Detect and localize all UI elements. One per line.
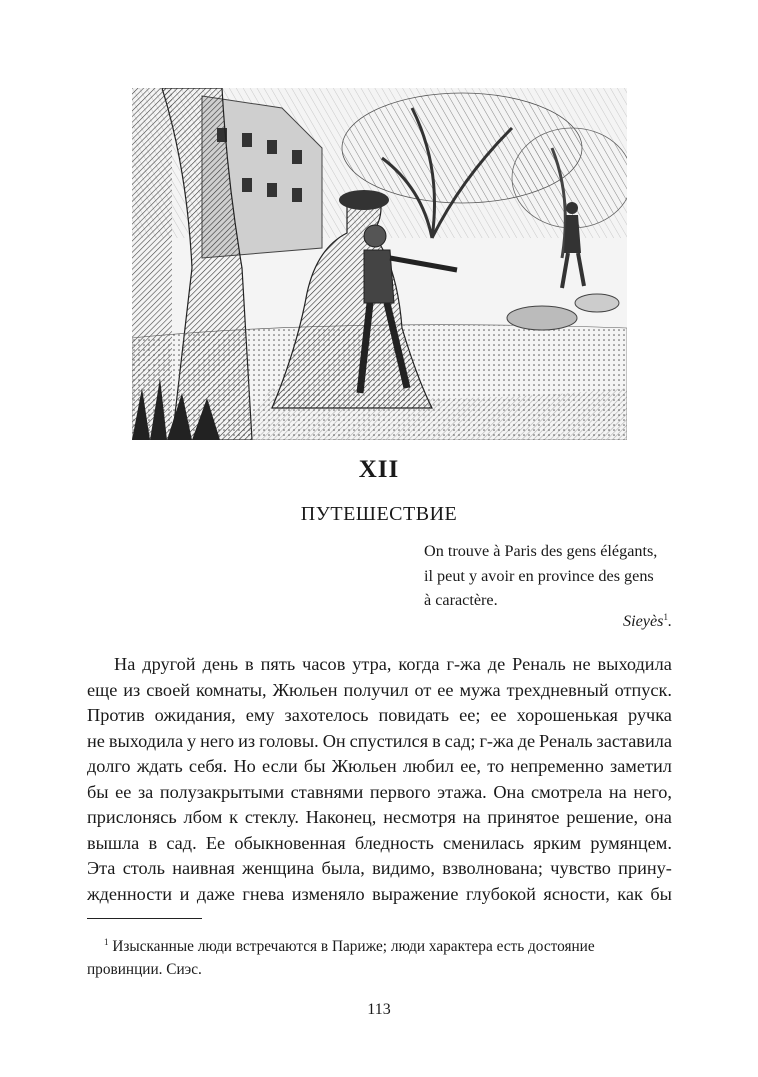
body-word: себя. [188, 756, 228, 776]
body-word: наивная [172, 858, 235, 878]
body-word: бы [650, 883, 672, 904]
body-word: от [414, 679, 432, 700]
body-word: ставнями [290, 781, 364, 802]
body-word: заметил [609, 756, 672, 776]
body-word: ждать [136, 756, 183, 776]
body-word: столь [122, 858, 165, 878]
body-line [87, 703, 672, 729]
body-word: даже [196, 883, 235, 904]
body-word: если [262, 756, 298, 776]
body-word: захотелось [284, 705, 369, 725]
body-line [87, 831, 672, 857]
body-word: смотрела [531, 781, 603, 802]
body-word: ясности, [543, 883, 610, 904]
body-word: Ее [205, 832, 226, 853]
footnote-text: Изысканные люди встречаются в Париже; люди характера есть достояние [112, 938, 595, 955]
chapter-number: XII [358, 456, 400, 483]
body-word: ее, [460, 756, 481, 776]
body-word: лбом [183, 807, 223, 827]
epigraph [424, 539, 684, 613]
body-word: Реналь [539, 730, 593, 751]
body-line [87, 882, 672, 908]
body-word: видимо, [372, 858, 435, 878]
body-word: Реналь [512, 654, 566, 674]
body-word: выходила [108, 730, 184, 751]
body-word: ожидания, [154, 705, 236, 725]
body-word: на [462, 807, 481, 827]
body-word: своей [146, 679, 191, 700]
body-word: сменилась [443, 832, 525, 853]
body-line [87, 729, 672, 755]
body-word: Наконец, [305, 807, 377, 827]
body-word: г-жа [479, 730, 514, 751]
footnote-line [87, 931, 677, 959]
body-word: жденности [87, 883, 173, 904]
body-word: ярким [533, 832, 582, 853]
body-word: стеклу. [244, 807, 299, 827]
body-word: мужа [459, 679, 501, 700]
body-word: головы. [259, 730, 319, 751]
body-word: ему [245, 705, 275, 725]
body-text [87, 652, 672, 907]
body-word: де [487, 654, 506, 674]
body-word: еще [87, 679, 118, 700]
body-word: утра, [352, 654, 392, 674]
body-word: этажа. [437, 781, 487, 802]
footnote [87, 931, 677, 981]
footnote-reference: 1 [663, 612, 668, 622]
body-word: когда [398, 654, 440, 674]
body-word: ручка [627, 705, 672, 725]
body-word: Он [322, 730, 346, 751]
body-line [87, 805, 672, 831]
body-word: решение, [566, 807, 639, 827]
body-word: на [608, 781, 627, 802]
body-line [87, 856, 672, 882]
body-line [87, 780, 672, 806]
engraving-illustration [132, 88, 627, 440]
body-word: чувство [550, 858, 611, 878]
body-word: непременно [510, 756, 604, 776]
body-word: хорошенькая [516, 705, 618, 725]
epigraph-author-name: Sieyès [623, 612, 664, 630]
body-word: обыкновенная [234, 832, 346, 853]
body-word: другой [142, 654, 196, 674]
body-word: изменяло [291, 883, 365, 904]
chapter-title: ПУТЕШЕСТВИЕ [300, 503, 458, 525]
body-word: в [148, 832, 158, 853]
epigraph-author [623, 612, 672, 631]
body-word: повидать [378, 705, 450, 725]
footnote-divider [87, 918, 202, 919]
body-word: за [137, 781, 154, 802]
body-word: него [200, 730, 235, 751]
body-word: несмотря [383, 807, 456, 827]
body-word: женщина [242, 858, 315, 878]
body-word: г-жа [446, 654, 481, 674]
body-word: ее; [459, 705, 481, 725]
epigraph-line: il peut y avoir en province des gens [424, 566, 654, 585]
body-line [87, 678, 672, 704]
body-word: Против [87, 705, 145, 725]
body-word: она [644, 807, 672, 827]
body-word: долго [87, 756, 131, 776]
body-word: ее [437, 679, 454, 700]
body-word: часов [302, 654, 346, 674]
body-word: и [179, 883, 190, 904]
body-word: Жюльен [331, 756, 397, 776]
body-word: выходила [597, 654, 672, 674]
body-word: де [517, 730, 536, 751]
body-word: пять [260, 654, 296, 674]
epigraph-author-end: . [667, 612, 672, 630]
body-line [87, 652, 672, 678]
footnote-mark: 1 [104, 937, 109, 947]
body-word: бы [87, 781, 109, 802]
body-word: то [487, 756, 505, 776]
body-word: отпуск. [614, 679, 672, 700]
body-word: него, [633, 781, 672, 802]
body-word: бледность [354, 832, 434, 853]
page-number: 113 [367, 1001, 391, 1018]
body-word: Но [233, 756, 256, 776]
body-word: заставила [596, 730, 672, 751]
body-word: спустился [349, 730, 429, 751]
body-word: сад; [444, 730, 476, 751]
epigraph-line: à caractère. [424, 591, 498, 609]
body-word: вышла [87, 832, 140, 853]
body-word: ее [115, 781, 132, 802]
body-word: любил [402, 756, 454, 776]
body-word: На [114, 654, 136, 674]
body-word: в [245, 654, 254, 674]
body-word: принятое [487, 807, 560, 827]
body-word: трехдневный [506, 679, 609, 700]
body-word: у [187, 730, 197, 751]
body-word: Она [493, 781, 525, 802]
body-word: в [432, 730, 441, 751]
body-word: к [229, 807, 239, 827]
footnote-line: провинции. Сиэс. [87, 960, 202, 978]
body-word: выражение [372, 883, 459, 904]
body-word: взволнована; [442, 858, 543, 878]
body-word: из [238, 730, 256, 751]
body-word: Эта [87, 858, 116, 878]
body-word: сад. [166, 832, 197, 853]
body-word: румянцем. [590, 832, 672, 853]
body-word: первого [369, 781, 431, 802]
body-word: ее [490, 705, 507, 725]
body-word: из [123, 679, 141, 700]
body-word: полузакрытыми [159, 781, 285, 802]
body-word: комнаты, [196, 679, 267, 700]
epigraph-line: On trouve à Paris des gens élégants, [424, 542, 658, 560]
body-word: прину- [618, 858, 672, 878]
body-word: была, [321, 858, 365, 878]
body-word: день [202, 654, 239, 674]
body-word: не [572, 654, 591, 674]
body-line [87, 754, 672, 780]
body-word: бы [303, 756, 326, 776]
body-word: как [617, 883, 643, 904]
body-word: получил [343, 679, 409, 700]
body-word: Жюльен [272, 679, 338, 700]
body-word: прислонясь [87, 807, 177, 827]
body-word: не [87, 730, 105, 751]
body-word: гнева [242, 883, 285, 904]
body-word: глубокой [465, 883, 536, 904]
